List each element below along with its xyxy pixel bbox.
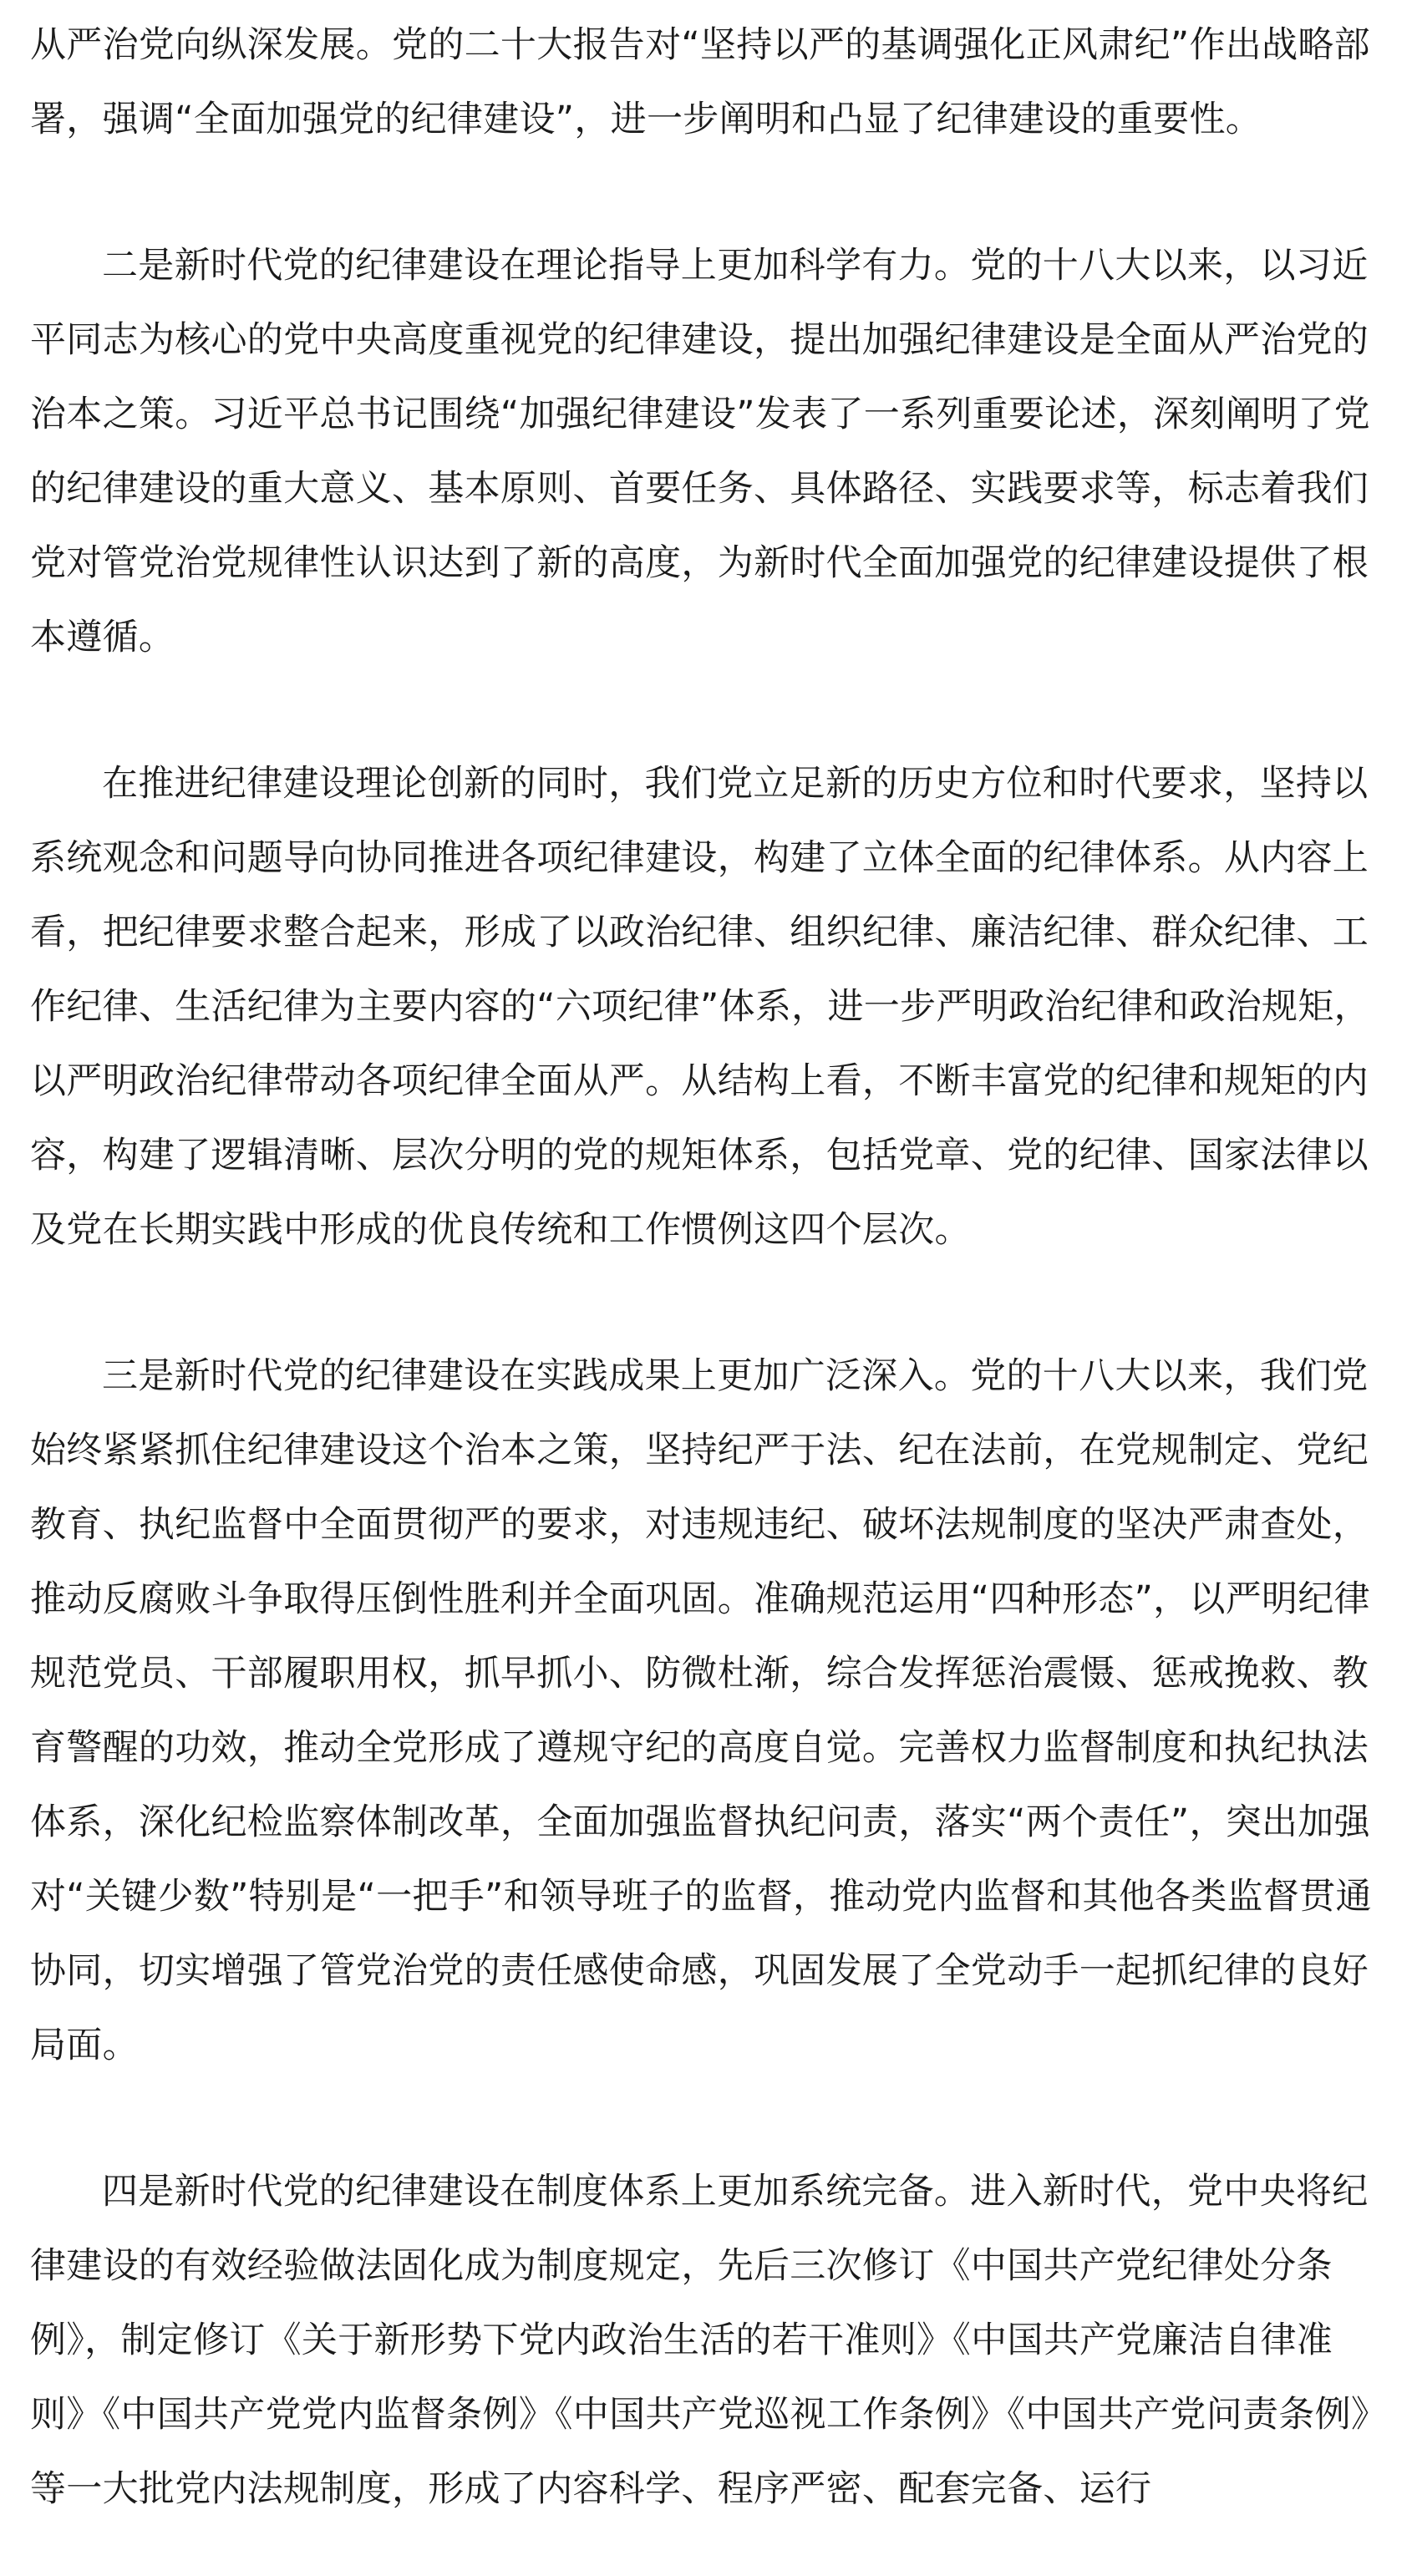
paragraph-2: 二是新时代党的纪律建设在理论指导上更加科学有力。党的十八大以来，以习近平同志为核心的党中央高度重视党的纪律建设，提出加强纪律建设是全面从严治党的治本之策。习近平总书记围绕“加强纪律建设”发表了一系列重要论述，深刻阐明了党的纪律建设的重大意义、基本原则、首要任务、具体路径、实践要求等，标志着我们党对管党治党规律性认识达到了新的高度，为新时代全面加强党的纪律建设提供了根本遵循。 (30, 245, 1370, 658)
paragraph-5: 四是新时代党的纪律建设在制度体系上更加系统完备。进入新时代，党中央将纪律建设的有效经验做法固化成为制度规定，先后三次修订《中国共产党纪律处分条例》，制定修订《关于新形势下党内政治生活的若干准则》《中国共产党廉洁自律准则》《中国共产党党内监督条例》《中国共产党巡视工作条例》《中国共产党问责条例》等一大批党内法规制度，形成了内容科学、程序严密、配套完备、运行 (30, 2171, 1369, 2510)
paragraph-3: 在推进纪律建设理论创新的同时，我们党立足新的历史方位和时代要求，坚持以系统观念和问题导向协同推进各项纪律建设，构建了立体全面的纪律体系。从内容上看，把纪律要求整合起来，形成了以政治纪律、组织纪律、廉洁纪律、群众纪律、工作纪律、生活纪律为主要内容的“六项纪律”体系，进一步严明政治纪律和政治规矩，以严明政治纪律带动各项纪律全面从严。从结构上看，不断丰富党的纪律和规矩的内容，构建了逻辑清晰、层次分明的党的规矩体系，包括党章、党的纪律、国家法律以及党在长期实践中形成的优良传统和工作惯例这四个层次。 (30, 763, 1370, 1251)
paragraph-4: 三是新时代党的纪律建设在实践成果上更加广泛深入。党的十八大以来，我们党始终紧紧抓住纪律建设这个治本之策，坚持纪严于法、纪在法前，在党规制定、党纪教育、执纪监督中全面贯彻严的要求，对违规违纪、破坏法规制度的坚决严肃查处，推动反腐败斗争取得压倒性胜利并全面巩固。准确规范运用“四种形态”，以严明纪律规范党员、干部履职用权，抓早抓小、防微杜渐，综合发挥惩治震慑、惩戒挽救、教育警醒的功效，推动全党形成了遵规守纪的高度自觉。完善权力监督制度和执纪执法体系，深化纪检监察体制改革，全面加强监督执纪问责，落实“两个责任”，突出加强对“关键少数”特别是“一把手”和领导班子的监督，推动党内监督和其他各类监督贯通协同，切实增强了管党治党的责任感使命感，巩固发展了全党动手一起抓纪律的良好局面。 (30, 1355, 1372, 2066)
paragraph-1: 从严治党向纵深发展。党的二十大报告对“坚持以严的基调强化正风肃纪”作出战略部署，强调“全面加强党的纪律建设”，进一步阐明和凸显了纪律建设的重要性。 (30, 24, 1370, 140)
